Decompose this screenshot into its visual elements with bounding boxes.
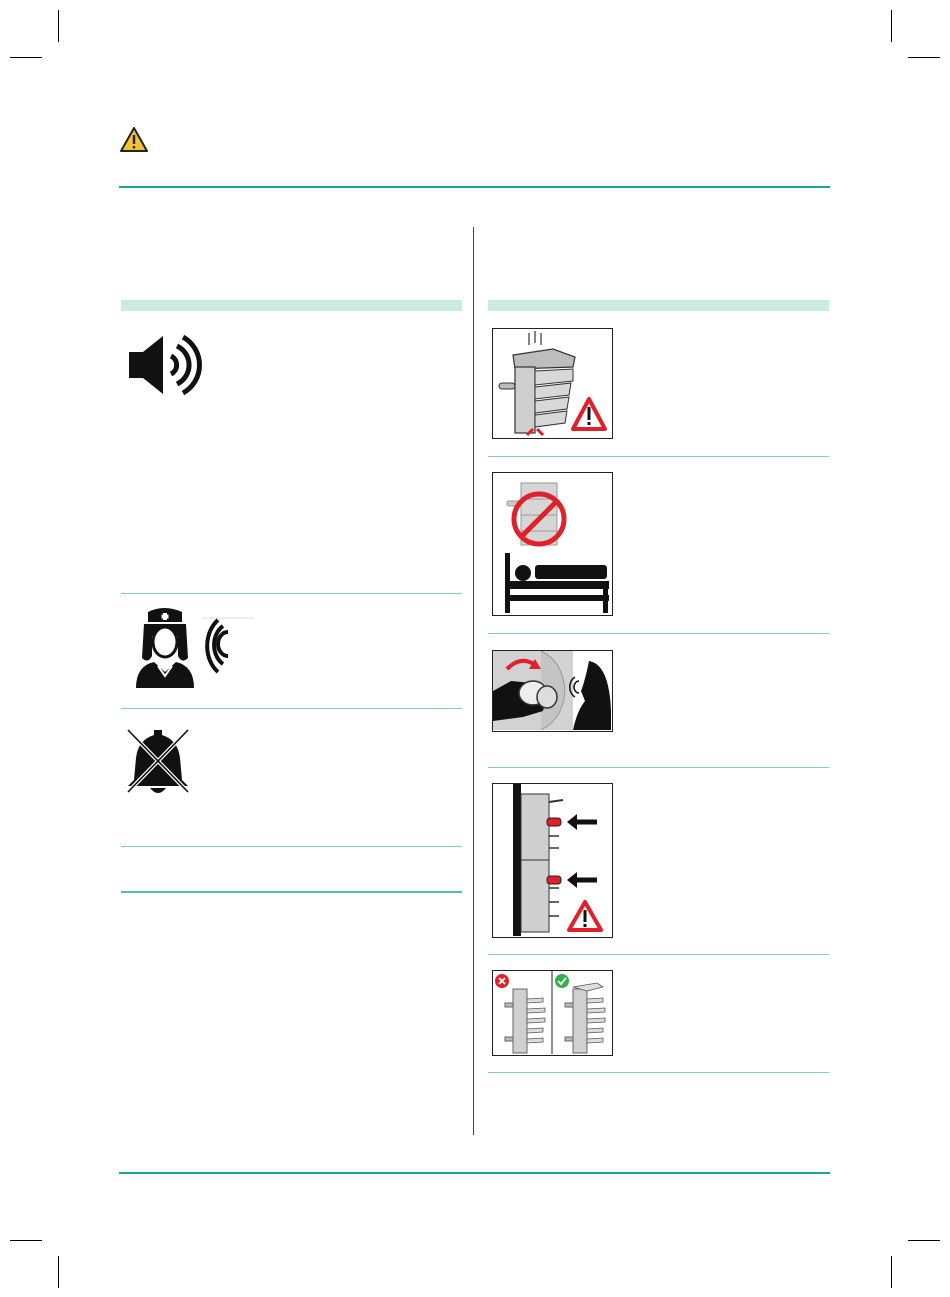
correct-vs-incorrect-stack-illustration (492, 970, 613, 1056)
right-divider-2 (488, 633, 829, 634)
left-divider-3 (121, 846, 462, 847)
left-divider-4 (121, 891, 462, 893)
red-latches-warning-illustration (492, 783, 613, 938)
hand-turning-knob-with-click-illustration (492, 650, 613, 732)
alarm-muted-bell-icon (124, 726, 192, 796)
speaker-sound-icon (125, 334, 207, 396)
header-rule (119, 186, 830, 188)
right-divider-3 (488, 767, 829, 768)
footer-rule (119, 1172, 830, 1174)
crop-mark (891, 10, 892, 42)
crop-mark (58, 10, 59, 42)
left-section-band (121, 300, 462, 311)
crop-mark (908, 57, 940, 58)
left-divider-1 (121, 593, 462, 594)
right-section-band (488, 300, 829, 311)
left-divider-2 (121, 708, 462, 709)
crop-mark (10, 57, 42, 58)
crop-mark (10, 1240, 42, 1241)
crop-mark (58, 1256, 59, 1288)
warning-triangle-icon (119, 126, 149, 153)
nurse-call-icon (124, 606, 256, 690)
crop-mark (891, 1256, 892, 1288)
right-divider-5 (488, 1072, 829, 1073)
cassette-stack-shaking-warning-illustration (492, 328, 613, 439)
no-cassettes-near-bed-illustration (492, 472, 613, 616)
column-divider (473, 227, 474, 1135)
crop-mark (908, 1240, 940, 1241)
right-divider-4 (488, 954, 829, 955)
right-divider-1 (488, 456, 829, 457)
